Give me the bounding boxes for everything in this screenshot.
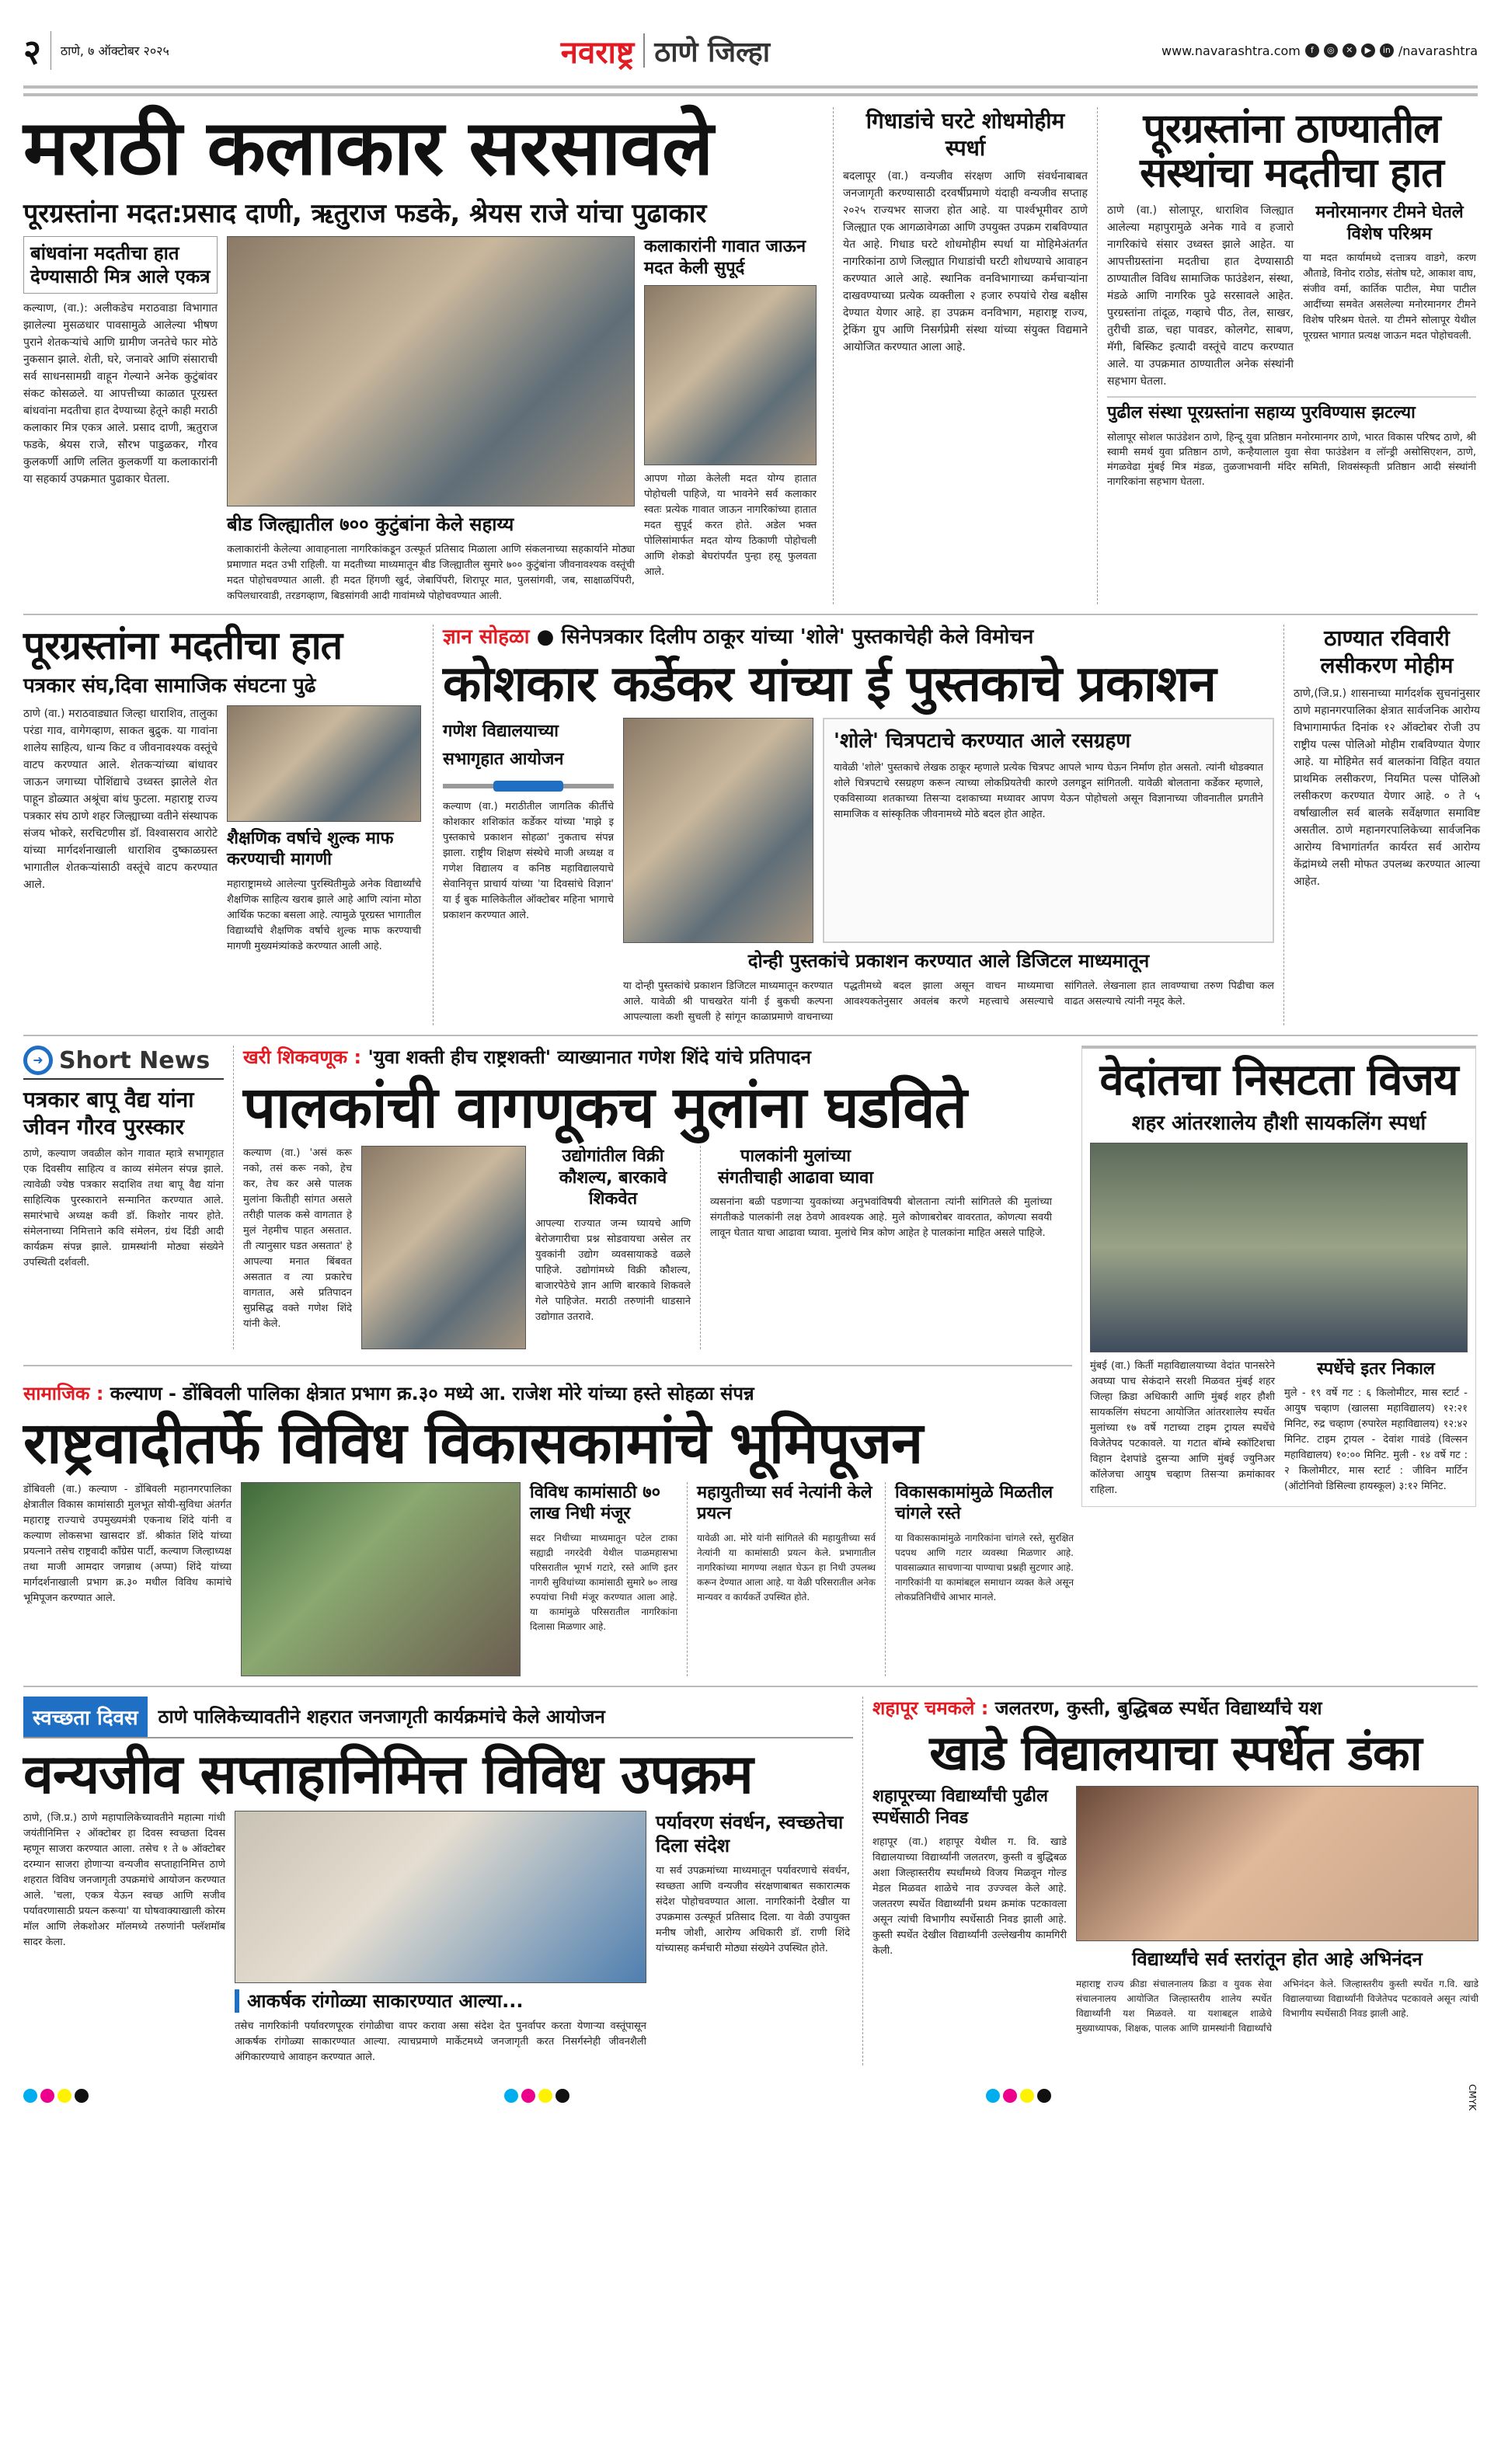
cyclists-photo [1090,1143,1468,1352]
congrats-body: महाराष्ट्र राज्य क्रीडा संचालनालय क्रिडा व युवक सेवा संचालनालय आयोजित जिल्हास्तरीय शालेय स्पर्धेत विद्यार्थ्यांनी यश मिळवले. या यशाबद्दल शाळेचे मुख्याध्यापक, शिक्षक, पालक आणि ग्रामस्थांनी विद्यार्थ्यांचे अभिनंदन केले. जिल्हास्तरीय कुस्ती स्पर्धेत ग.वि. खाडे विद्यालयाच्या विद्यार्थ्यांनी विजेतेपद पटकावले असून त्यांची विभागीय स्पर्धेसाठी निवड झाली आहे. [1076,1979,1478,2034]
kicker-text: जलतरण, कुस्ती, बुद्धिबळ स्पर्धेत विद्यार्थ्यांचे यश [994,1697,1322,1719]
relief-photo [644,285,817,465]
khade-headline: खाडे विद्यालयाचा स्पर्धेत डंका [929,1724,1422,1781]
divider [833,107,834,604]
sales-skill-body: आपल्या राज्यात जन्म घ्यायचे आणि बेरोजगारीचा प्रश्न सोडवायचा असेल तर युवकांनी उद्योग व्यवसायाकडे वळले पाहिजे. उद्योगांमध्ये विक्री कौशल्य, बाजारपेठेचे ज्ञान आणि बारकावे शिकवले गेले पाहिजेत. मराठी तरुणांनी धाडसाने उद्योगात उतरावे. [535,1217,691,1323]
fee-waiver-body: महाराष्ट्रामध्ये आलेल्या पुरस्थितीमुळे अनेक विद्यार्थ्यांचे शैक्षणिक साहित्य खराब झाले आहे आणि त्यांना मोठा आर्थिक फटका बसला आहे. त्यामुळे पूरग्रस्त भागातील विद्यार्थ्यांचे शैक्षणिक वर्षाचे शुल्क माफ करण्याची मागणी मुख्यमंत्र्यांकडे करण्यात आली आहे. [227,878,421,952]
vaccination-headline: ठाण्यात रविवारी लसीकरण मोहीम [1320,625,1454,679]
company-body: व्यसनांना बळी पडणाऱ्या युवकांच्या अनुभवांविषयी बोलताना त्यांनी सांगितले की मुलांच्या संगतीकडे पालकांनी लक्ष ठेवणे आवश्यक आहे. मुले कोणाबरोबर वावरतात, कोणत्या सवयी लावून घेतात याचा आढावा घ्यावा. मुलांचे मित्र कोण आहेत हे पालकांना माहित असले पाहिजे. [710,1196,1052,1240]
kicker-text: कल्याण - डोंबिवली पालिका क्षेत्रात प्रभाग क्र.३० मध्ये आ. राजेश मोरे यांच्या हस्ते सोहळा संपन्न [110,1383,754,1405]
students-photo [1076,1786,1478,1941]
article-body: कल्याण, (वा.): अलीकडेच मराठवाडा विभागात झालेल्या मुसळधार पावसामुळे आलेल्या भीषण पुराने शेतकऱ्यांचे आणि ग्रामीण जनतेचे फार मोठे नुकसान झाले. शेती, घरे, जनावरे आणि संसाराची सर्व साधनसामग्री वाहून गेल्याने अनेक कुटुंबांवर संकट कोसळले. या आपत्तीच्या काळात पूरग्रस्त बांधवांना मदतीचा हात देण्याच्या हेतूने काही मराठी कलाकार मित्र एकत्र आले. प्रसाद दाणी, ऋतुराज फडके, श्रेयस राजे, सौरभ पाडुळकर, गौरव कुलकर्णी आणि ललित कुलकर्णी या कलाकारांनी या सहकार्य उपक्रमात पुढाकार घेतला. [23,302,218,486]
facebook-icon[interactable]: f [1305,44,1319,57]
kicker-text: 'युवा शक्ती हीच राष्ट्रशक्ती' व्याख्यानात गणेश शिंदे यांचे प्रतिपादन [367,1046,811,1069]
results-body: मुले - १९ वर्षे गट : ६ किलोमीटर, मास स्टार्ट - आयुष चव्हाण (खालसा महाविद्यालय) १२:२१ मिनिट, रुद्र चव्हाण (रुपारेल महाविद्यालय) १२:४२ मिनिट. टाइम ट्रायल - देवांश गावंडे (विल्सन महाविद्यालय) १०:०० मिनिट. मुली - १४ वर्षे गट : २ किलोमीटर, मास स्टार्ट : जीविन मार्टिन (ऑटोनिवो डिसिल्वा हायस्कूल) ३:१२ मिनिट. [1284,1387,1468,1493]
divider [233,1046,234,1349]
kicker-label: खरी शिकवणूक : [243,1046,362,1069]
header-rule [23,85,1478,89]
flood-help-body: ठाणे (वा.) मराठवाड्यात जिल्हा धाराशिव, तालुका परंडा गाव, वागेगव्हाण, साकत बुद्रुक. या गावांना शालेय साहित्य, धान्य किट व जीवनावश्यक वस्तूंचे वाटप करण्यात आले. शेतकऱ्यांच्या बांधावर जाऊन जगाच्या पोशिंद्याचे उध्वस्त झालेले शेत पाहून डोळ्यात अश्रूंचा बांध फुटला. महाराष्ट्र राज्य पत्रकार संघ ठाणे शहर जिल्ह्याच्या वतीने संस्थापक संजय भोकरे, सरचिटणीस डॉ. विश्वासराव आरोटे यांच्या मार्गदर्शनाखाली धाराशिव दुष्काळग्रस्त भागातील शेतकऱ्यांसाठी वस्तूंचे वाटप करण्यात आले. [23,707,218,891]
award-body: ठाणे, कल्याण जवळील कोन गावात म्हात्रे सभागृहात एक दिवसीय साहित्य व काव्य संमेलन संपन्न झाले. त्यावेळी ज्येष्ठ पत्रकार सदाशिव तथा बापू वैद्य यांना साहित्यिक पुरस्काराने सन्मानित करण्यात आले. समारंभाचे अध्यक्ष कवी डॉ. किशोर नायर होते. संमेलनाच्या निमित्ताने कवि संमेलन, ग्रंथ दिंडी आदी कार्यक्रम संपन्न झाले. ग्रामस्थांनी मोठ्या संख्येने उपस्थिती दर्शवली. [23,1148,224,1269]
date-line: ठाणे, ७ ऑक्टोबर २०२५ [60,44,169,58]
sholay-box-body: यावेळी 'शोले' पुस्तकाचे लेखक ठाकूर म्हणाले प्रत्येक चित्रपट आपले भाग्य घेऊन निर्माण होत असतो. त्यांनी थोडक्यात शोले चित्रपटाचे रसग्रहण करून त्याच्या लोकप्रियतेची कारणे उलगडून सांगितली. यावेळी बोलताना कर्डेकर म्हणाले, एकविसाव्या शतकाच्या तिसऱ्या दशकाच्या मध्यावर आपण येऊन पोहोचलो असून विज्ञानाच्या जीवनातील प्रगतीने सामाजिक व सांस्कृतिक जीवनामध्ये मोठे बदल होत आहेत. [834,761,1263,820]
ebook-headline: कोशकार कर्डेकर यांच्या ई पुस्तकाचे प्रकाशन [443,656,1216,714]
divider [687,1482,688,1676]
parenting-headline: पालकांची वागणूकच मुलांना घडविते [243,1074,966,1141]
header-rule [23,93,1478,96]
short-news-logo [23,1046,224,1080]
wildlife-photo [235,1811,646,1983]
website-link[interactable]: www.navarashtra.com [1161,43,1301,58]
environment-head: पर्यावरण संवर्धन, स्वच्छतेचा दिला संदेश [656,1811,844,1857]
divider [50,31,51,70]
x-icon[interactable]: ✕ [1343,44,1356,57]
kicker-label: शहापूर चमकले : [872,1697,989,1719]
column-head: कलाकारांनी गावात जाऊन मदत केली सुपूर्द [644,237,806,278]
roads-body: या विकासकामांमुळे नागरिकांना चांगले रस्ते, सुरक्षित पदपथ आणि गटार व्यवस्था मिळणार आहे. पावसाळ्यात साचणाऱ्या पाण्याचा प्रश्नही सुटणार आहे. नागरिकांनी या कामांबद्दल समाधान व्यक्त केले असून लोकप्रतिनिधींचे आभार मानले. [895,1532,1074,1603]
bhoomipujan-photo [241,1482,521,1676]
youtube-icon[interactable]: ▶ [1361,44,1375,57]
bullet-icon: ● [536,625,555,649]
flood-help-sub: पत्रकार संघ,दिवा सामाजिक संघटना पुढे [23,674,316,698]
banner-text: ठाणे पालिकेच्यावतीने शहरात जनजागृती कार्यक्रमांचे केले आयोजन [158,1706,605,1728]
cycling-box [1081,1046,1476,1506]
headline-marathi-artists: मराठी कलाकार सरसावले [23,104,713,193]
banner-label: स्वच्छता दिवस [23,1697,148,1737]
section-2 [23,625,1478,1025]
social-handle[interactable]: /navarashtra [1398,43,1478,58]
kicker-label: सामाजिक : [23,1383,104,1405]
mahayuti-body: यावेळी आ. मोरे यांनी सांगितले की महायुतीच्या सर्व नेत्यांनी या कामांसाठी प्रयत्न केले. प्रभागातील नागरिकांच्या मागण्या लक्षात घेऊन हा निधी उपलब्ध करून देण्यात आला आहे. या वेळी परिसरातील अनेक मान्यवर व कार्यकर्ते उपस्थित होते. [697,1532,876,1603]
divider [1283,625,1284,1025]
roads-head: विकासकामांमुळे मिळतील चांगले रस्ते [895,1482,1053,1524]
divider [1097,107,1098,604]
column-body: आपण गोळा केलेली मदत योग्य हातात पोहोचली पाहिजे, या भावनेने सर्व कलाकार स्वतः प्रत्येक गावात जाऊन नागरिकांच्या हातात मदत सुपूर्द करत होते. अडेल भक्त पोलिसांमार्फत मदत योग्य ठिकाणी पोहोचली आणि शेकडो बेघरांपर्यंत पुन्हा हसू फुलवता आले. [644,473,817,579]
manoramanagar-head: मनोरमानगर टीमने घेतले विशेष परिश्रम [1315,203,1464,244]
logo: नवराष्ट्र [560,34,635,71]
khade-body: शहापूर (वा.) शहापूर येथील ग. वि. खाडे विद्यालयाच्या विद्यार्थ्यांनी जलतरण, कुस्ती व बुद्धिबळ अशा जिल्हास्तरीय स्पर्धांमध्ये विजय मिळवून गोल्ड मेडल मिळवत शाळेचे नाव उज्ज्वल केले आहे. जलतरण स्पर्धेत विद्यार्थ्यांनी प्रथम क्रमांक पटकावला असून त्यांची विभागीय स्पर्धेसाठी निवड झाली आहे. कुस्ती स्पर्धेत देखील विद्यार्थ्यांनी उल्लेखनीय कामगिरी केली. [872,1836,1067,1958]
results-head: स्पर्धेचे इतर निकाल [1317,1359,1435,1379]
congrats-head: विद्यार्थ्यांचे सर्व स्तरांतून होत आहे अभिनंदन [1132,1948,1423,1971]
cycling-sub: शहर आंतरशालेय हौशी सायकलिंग स्पर्धा [1131,1112,1426,1136]
page-header [23,23,1478,78]
photo-caption: कलाकारांनी केलेल्या आवाहनाला नागरिकांकडून उत्स्फूर्त प्रतिसाद मिळाला आणि संकलनाच्या सहकार्याने मोठ्या प्रमाणात मदत उभी राहिली. या मदतीच्या माध्यमातून बीड जिल्ह्यातील सुमारे ७०० कुटुंबांना जीवनावश्यक वस्तूंची मदत पोहोचवण्यात आली. ही मदत हिंगणी खुर्द, जेबापिंपरी, शिरापूर मात, पुलसांगवी, जब, साक्षाळपिंपरी, कपिलधारवाडी, तरडगव्हाण, बिडसांगवी आदी गावांमध्ये पोहोचवण्यात आली. [227,544,635,603]
registration-marks [986,2089,1054,2106]
instagram-icon[interactable]: ◎ [1324,44,1338,57]
parenting-body: कल्याण (वा.) 'असं करू नको, तसं करू नको, हेच कर, तेच कर असे पालक मुलांना कितीही सांगत असले तरीही पालक कसे वागतात हे मुलं नेहमीच पाहत असतात. ती त्यानुसार घडत असतात' हे आपल्या मनात बिंबवत असतात व त्या प्रकारेच वागतात, असे प्रतिपादन सुप्रसिद्ध वक्ते गणेश शिंदे यांनी केले. [243,1147,352,1331]
orgs-box-body: सोलापूर सोशल फाउंडेशन ठाणे, हिन्दू युवा प्रतिष्ठान मनोरमानगर ठाणे, भारत विकास परिषद ठाणे, श्री स्वामी समर्थ युवा प्रतिष्ठान ठाणे, कन्हैयालाल युवा सेवा फाउंडेशन व लॉन्ड्री असोसिएशन, ठाणे, मंगळवेढा मुंबई मित्र मंडळ, तुळजाभवानी मंदिर समिती, शिवसंस्कृती प्रतिष्ठान आदी संस्थांनी नागरिकांना सहभाग घेतला. [1107,431,1476,488]
photo-caption-head: बीड जिल्ह्यातील ७०० कुटुंबांना केले सहाय्य [227,513,514,536]
edition-name: ठाणे जिल्हा [654,36,771,68]
journalists-photo [227,705,421,822]
sales-skill-head: उद्योगांतील विक्री कौशल्य, बारकावे शिकवेत [559,1147,667,1209]
kicker-label: ज्ञान सोहळा [443,625,530,649]
digital-launch-sub: दोन्ही पुस्तकांचे प्रकाशन करण्यात आले डिजिटल माध्यमातून [747,950,1150,973]
section-rule [23,1365,1072,1366]
fee-waiver-head: शैक्षणिक वर्षाचे शुल्क माफ करण्याची मागणी [227,828,394,870]
orgs-box-head: पुढील संस्था पूरग्रस्तांना सहाय्य पुरविण्यास झटल्या [1107,396,1476,424]
subheadline: पूरग्रस्तांना मदत:प्रसाद दाणी, ऋतुराज फडके, श्रेयस राजे यांचा पुढाकार [23,197,707,229]
lecture-photo [361,1146,526,1349]
masthead[interactable] [561,30,770,72]
ebook-body: कल्याण (वा.) मराठीतील जागतिक कीर्तीचे कोशकार शशिकांत कर्डेकर यांच्या 'माझे इ पुस्तकाचे प्रकाशन सोहळा' नुकताच संपन्न झाला. राष्ट्रीय शिक्षण संस्थेचे माजी अध्यक्ष व गणेश विद्यालय व कनिष्ठ महाविद्यालयाचे सेवानिवृत्त प्राचार्य यांच्या 'या दिवसांचे विज्ञान' या ई बुक मालिकेतील ऑक्टोबर महिना भागाचे प्रकाशन करण्यात आले. [443,800,614,921]
divider [643,33,645,68]
page-number: २ [23,33,41,72]
rangoli-body: तसेच नागरिकांनी पर्यावरणपूरक रांगोळीचा वापर करावा असा संदेश देत पुनर्वापर करता येणाऱ्या वस्तूंपासून आकर्षक रांगोळ्या साकारण्यात आल्या. त्याचप्रमाणे मार्केटमध्ये जनजागृती करत निसर्गस्नेही जीवनशैली अंगिकारण्याचे आवाहन करण्यात आले. [235,2020,646,2063]
section-3 [23,1046,1072,1349]
wildlife-headline: वन्यजीव सप्ताहानिमित्त विविध उपक्रम [23,1742,753,1806]
bhoomipujan-headline: राष्ट्रवादीतर्फे विविध विकासकामांचे भूमिपूजन [23,1410,923,1477]
registration-marks [504,2089,573,2106]
left-subhead: बांधवांना मदतीचा हात देण्यासाठी मित्र आले एकत्र [23,236,218,294]
registration-marks [23,2089,92,2106]
section-rule [23,1686,1478,1687]
thane-orgs-body: ठाणे (वा.) सोलापूर, धाराशिव जिल्ह्यात आलेल्या महापुरामुळे अनेक गावे व हजारो नागरिकांचे संसार उध्वस्त झाले आहेत. या आपत्तीग्रस्तांना मदतीचा हात देण्यासाठी ठाण्यातील विविध सामाजिक फाउंडेशन, संस्था, मंडळे आणि नागरिक पुढे सरसावले आहेत. पुरग्रस्तांना तांदूळ, गव्हाचे पीठ, तेल, साखर, तुरीची डाळ, चहा पावडर, कोलगेट, साबण, मॅगी, बिस्किट इत्यादी वस्तूंचे वाटप करण्यात आले. या उपक्रमात ठाण्यातील अनेक संस्थांनी सहभाग घेतला. [1107,204,1294,388]
short-news-label: Short News [59,1046,211,1074]
cycling-headline: वेदांतचा निसटता विजय [1099,1055,1458,1106]
divider [885,1482,886,1676]
artists-photo [227,236,635,506]
cmyk-label: CMYK [1466,2083,1478,2111]
environment-body: या सर्व उपक्रमांच्या माध्यमातून पर्यावरणाचे संवर्धन, स्वच्छता आणि वन्यजीव संरक्षणाबाबत सकारात्मक संदेश पोहोचवण्यात आला. नागरिकांनी देखील या उपक्रमास उत्स्फूर्त प्रतिसाद दिला. या वेळी उपायुक्त मनीष जोशी, आरोग्य अधिकारी डॉ. राणी शिंदे यांच्यासह कर्मचारी मोठ्या संख्येने उपस्थित होते. [656,1864,850,1954]
rangoli-head: आकर्षक रांगोळ्या साकारण्यात आल्या... [235,1989,646,2013]
sholay-box-head: 'शोले' चित्रपटाचे करण्यात आले रसग्रहण [834,729,1131,753]
vaccination-body: ठाणे,(जि.प्र.) शासनाच्या मार्गदर्शक सुचनांनुसार ठाणे महानगरपालिका क्षेत्रात सार्वजनिक आरोग्य विभागामार्फत दिनांक १२ ऑक्टोबर रोजी उप राष्ट्रीय पल्स पोलिओ मोहीम राबविण्यात येणार आहे. या मोहिमेत सर्व बालकांना विहित वयात प्राथमिक लसीकरण, नियमित पल्स पोलिओ लसीकरण करण्यात येणार आहे. ० ते ५ वर्षांखालील सर्व बालके सर्वेक्षणात समाविष्ट असतील. ठाणे महानगरपालिकेच्या सार्वजनिक आरोग्य विभागांतर्गत कार्यरत सर्व आरोग्य केंद्रांमध्ये लसी मोफत उपलब्ध करण्यात आल्या आहेत. [1294,687,1480,889]
vulture-head: गिधाडांचे घरटे शोधमोहीम स्पर्धा [865,108,1065,161]
arrow-icon: ➜ [23,1046,53,1075]
cycling-body: मुंबई (वा.) किर्ती महाविद्यालयाच्या वेदांत पानसरेने अवघ्या पाच सेकंदाने सरशी मिळवत मुंबई शहर जिल्हा क्रिडा अधिकारी आणि मुंबई शहर हौशी सायकलिंग संघटना आयोजित आंतरशालेय स्पर्धेत मुलांच्या १७ वर्षे गटाच्या टाइम ट्रायल स्पर्धेचे विजेतेपद पटकावले. या गटात बॉम्बे स्कॉटिशचा विहान देशपांडे दुसऱ्या आणि मुंबई ज्युनिअर कॉलेजचा आयुष चव्हाण तिसऱ्या क्रमांकावर राहिला. [1090,1359,1275,1496]
divider [433,625,434,1025]
divider [443,784,614,788]
page-footer [23,2084,1478,2111]
section-1 [23,104,1478,604]
thane-orgs-headline: पूरग्रस्तांना ठाण्यातील संस्थांचा मदतीचा हात [1140,106,1444,197]
cleanliness-banner [23,1697,853,1738]
bhoomipujan-body: डोंबिवली (वा.) कल्याण - डोंबिवली महानगरपालिका क्षेत्रातील विकास कामांसाठी मुलभूत सोयी-सुविधा अंतर्गत महाराष्ट्र राज्याचे उपमुख्यमंत्री एकनाथ शिंदे यांनी व कल्याण लोकसभा खासदार डॉ. श्रीकांत शिंदे यांच्या प्रयत्नाने तसेच राष्ट्रवादी काँग्रेस पार्टी, कल्याण जिल्हाध्यक्ष तथा माजी आमदार जगन्नाथ (अप्पा) शिंदे यांच्या मार्गदर्शनाखाली प्रभाग क्र.३० मधील विविध कामांचे भूमिपूजन करण्यात आले. [23,1483,232,1604]
khade-sub: शहापूरच्या विद्यार्थ्यांची पुढील स्पर्धेसाठी निवड [872,1787,1048,1828]
section-rule [23,614,1478,615]
company-head: पालकांनी मुलांच्या संगतीचाही आढावा घ्यावा [717,1147,874,1188]
section-3-4 [23,1046,1478,1676]
mahayuti-head: महायुतीच्या सर्व नेत्यांनी केले प्रयत्न [697,1482,872,1524]
kicker-text: सिनेपत्रकार दिलीप ठाकूर यांच्या 'शोले' पुस्तकाचेही केले विमोचन [561,625,1034,649]
ebook-sub: गणेश विद्यालयाच्या सभागृहात आयोजन [443,722,564,769]
section-5 [23,1697,1478,2066]
award-headline: पत्रकार बापू वैद्य यांना जीवन गौरव पुरस्कार [23,1087,194,1140]
divider [862,1697,863,2066]
section-rule [23,1035,1478,1036]
vulture-body: बदलापूर (वा.) वन्यजीव संरक्षण आणि संवर्धनाबाबत जनजागृती करण्यासाठी दरवर्षीप्रमाणे यंदाही वन्यजीव सप्ताह २०२५ राज्यभर साजरा होत आहे. या पार्श्वभूमीवर ठाणे जिल्ह्यात एक आगळावेगळा आणि उपयुक्त उपक्रम राबविण्यात येत आहे. गिधाड घरटे शोधमोहीम स्पर्धा या मोहिमेअंतर्गत नागरिकांना ठाणे जिल्ह्यात गिधाडांची घरटी शोधण्याचे आवाहन करण्यात आले आहे. स्थानिक वनविभागाच्या कर्मचाऱ्यांना दाखवण्याच्या प्रत्येक व्यक्तीला २ हजार रुपयांचे रोख बक्षीस देण्यात येणार आहे. हा उपक्रम वनविभाग, महाराष्ट्र राज्य, ट्रेकिंग ग्रुप आणि निसर्गप्रेमी संस्था यांच्या संयुक्त विद्यमाने आयोजित करण्यात आला आहे. [843,170,1088,353]
fund-body: सदर निधीच्या माध्यमातून पटेल टाका सह्याद्री नगरदेवी येथील पाळमहासभा परिसरातील भूगर्भ गटारे, रस्ते आणि इतर नागरी सुविधांच्या कामांसाठी सुमारे ७० लाख रुपयांचा निधी मंजूर करण्यात आला आहे. या कामांमुळे परिसरातील नागरिकांना दिलासा मिळणार आहे. [530,1532,677,1632]
linkedin-icon[interactable]: in [1380,44,1394,57]
flood-help-headline: पूरग्रस्तांना मदतीचा हात [23,623,343,669]
sholay-box [823,718,1274,943]
book-launch-photo [623,718,813,943]
fund-head: विविध कामांसाठी ७० लाख निधी मंजूर [530,1482,661,1524]
manoramanagar-body: या मदत कार्यामध्ये दत्तात्रय वाडगे, करण औताडे, विनोद राठोड, संतोष घटे, आकाश वाघ, संजीव वर्मा, कार्तिक पाटील, मेघा पाटील आदींच्या समवेत असलेल्या मनोरमानगर टीमने विशेष परिश्रम घेतले. या टीमने सोलापूर येथील पूरग्रस्त भागात प्रत्यक्ष जाऊन मदत पोहोचवली. [1303,252,1476,343]
divider [700,1146,701,1349]
section-4 [23,1382,1072,1676]
wildlife-body: ठाणे, (जि.प्र.) ठाणे महापालिकेच्यावतीने महात्मा गांधी जयंतीनिमित्त २ ऑक्टोबर हा दिवस स्वच्छता दिवस म्हणून साजरा करण्यात आला. तसेच १ ते ७ ऑक्टोबर दरम्यान साजरा होणाऱ्या वन्यजीव सप्ताहानिमित्त ठाणे शहरात विविध जनजागृती उपक्रमांचे आयोजन करण्यात आले. 'चला, एकत्र येऊन स्वच्छ आणि सजीव पर्यावरणासाठी प्रयत्न करूया' या घोषवाक्याखाली कोरम मॉल आणि लेकशोअर मॉलमध्ये तरुणांनी फ्लॅशमॉब सादर केला. [23,1811,225,1948]
digital-launch-body: या दोन्ही पुस्तकांचे प्रकाशन डिजिटल माध्यमातून करण्यात आले. यावेळी श्री पाचखरेत यांनी ई बुकची कल्पना आपल्याला कशी सुचली हे सांगून काळाप्रमाणे वाचनाच्या पद्धतीमध्ये बदल झाला असून वाचन माध्यमाचा आवश्यकतेनुसार अवलंब करणे महत्त्वाचे असल्याचे सांगितले. लेखनाला हात लावण्याचा तरुण पिढीचा कल वाढत असल्याचे त्यांनी नमूद केले. [623,980,1274,1024]
